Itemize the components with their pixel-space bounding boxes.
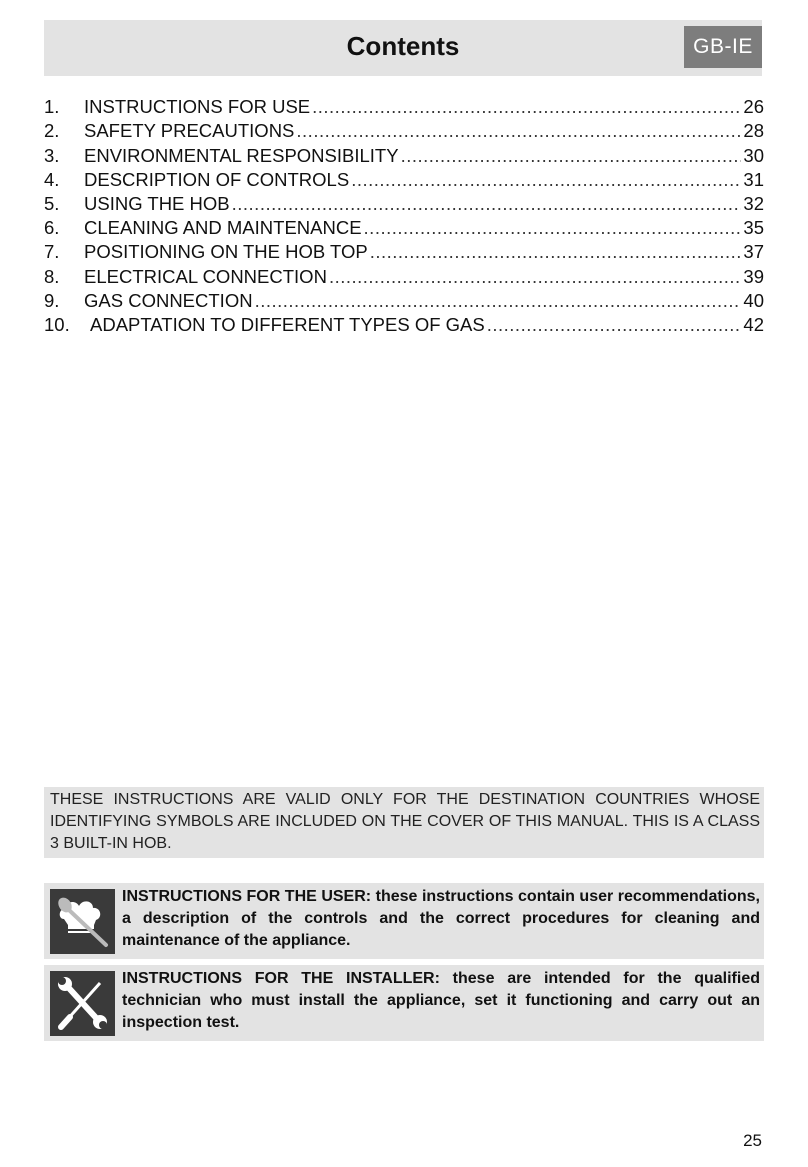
toc-title: ELECTRICAL CONNECTION xyxy=(84,265,327,287)
toc-leader xyxy=(401,145,742,167)
installer-instructions-text: INSTRUCTIONS FOR THE INSTALLER: these are intended for the qualified technician who must install the appliance, set it functioning and carry out an inspection test. xyxy=(122,970,760,1031)
toc-title: GAS CONNECTION xyxy=(84,289,253,311)
toc-leader xyxy=(312,96,741,118)
toc-title: INSTRUCTIONS FOR USE xyxy=(84,96,311,118)
toc-title: ENVIRONMENTAL RESPONSIBILITY xyxy=(84,144,399,166)
toc-number: 5. xyxy=(44,192,60,214)
page-title: Contents xyxy=(346,31,460,61)
toc-leader xyxy=(370,241,742,263)
toc-entry-9[interactable] xyxy=(44,288,764,312)
toc-title: SAFETY PRECAUTIONS xyxy=(84,120,295,142)
toc-page: 28 xyxy=(743,120,764,142)
installer-instructions-box xyxy=(44,965,764,1041)
toc-number: 1. xyxy=(44,96,60,118)
toc-page: 26 xyxy=(743,96,764,118)
toc-number: 3. xyxy=(44,144,60,166)
toc-number: 10. xyxy=(44,313,70,335)
toc-page: 31 xyxy=(743,168,764,190)
toc-number: 8. xyxy=(44,265,60,287)
user-instructions-text: INSTRUCTIONS FOR THE USER: these instructions contain user recommendations, a description of the controls and the correct procedures for cleaning and maintenance of the appliance. xyxy=(122,888,760,949)
toc-page: 39 xyxy=(743,265,764,287)
toc-page: 40 xyxy=(743,289,764,311)
page-number: 25 xyxy=(743,1131,762,1150)
toc-entry-10[interactable] xyxy=(44,312,764,336)
toc-entry-5[interactable] xyxy=(44,191,764,215)
toc-title: DESCRIPTION OF CONTROLS xyxy=(84,168,350,190)
toc-leader xyxy=(351,169,741,191)
validity-notice: THESE INSTRUCTIONS ARE VALID ONLY FOR THE DESTINATION COUNTRIES WHOSE IDENTIFYING SYMBOLS ARE INCLUDED ON THE COVER OF THIS MANUAL. THIS IS A CLASS 3 BUILT-IN HOB. xyxy=(44,787,764,858)
toc-number: 7. xyxy=(44,241,60,263)
language-badge: GB-IE xyxy=(684,26,762,68)
toc-leader xyxy=(487,314,742,336)
toc-title: CLEANING AND MAINTENANCE xyxy=(84,217,362,239)
toc-entry-6[interactable] xyxy=(44,215,764,239)
toc-number: 6. xyxy=(44,217,60,239)
toc-number: 4. xyxy=(44,168,60,190)
toc-entry-1[interactable] xyxy=(44,94,764,118)
toc-entry-7[interactable] xyxy=(44,239,764,263)
user-instructions-box xyxy=(44,883,764,959)
contents-header xyxy=(44,20,762,76)
table-of-contents xyxy=(44,94,764,336)
toc-title: POSITIONING ON THE HOB TOP xyxy=(84,241,368,263)
toc-page: 42 xyxy=(743,313,764,335)
toc-leader xyxy=(329,266,741,288)
toc-leader xyxy=(296,120,741,142)
toc-page: 32 xyxy=(743,192,764,214)
toc-number: 2. xyxy=(44,120,60,142)
wrench-screwdriver-icon xyxy=(50,971,115,1036)
toc-leader xyxy=(364,217,742,239)
toc-page: 35 xyxy=(743,217,764,239)
toc-leader xyxy=(232,193,742,215)
toc-title: USING THE HOB xyxy=(84,192,230,214)
toc-leader xyxy=(255,290,742,312)
toc-entry-2[interactable] xyxy=(44,118,764,142)
toc-number: 9. xyxy=(44,289,60,311)
chef-hat-spoon-icon xyxy=(50,889,115,954)
toc-entry-8[interactable] xyxy=(44,263,764,287)
toc-title: ADAPTATION TO DIFFERENT TYPES OF GAS xyxy=(90,313,485,335)
toc-page: 37 xyxy=(743,241,764,263)
toc-entry-4[interactable] xyxy=(44,167,764,191)
toc-entry-3[interactable] xyxy=(44,142,764,166)
toc-page: 30 xyxy=(743,144,764,166)
